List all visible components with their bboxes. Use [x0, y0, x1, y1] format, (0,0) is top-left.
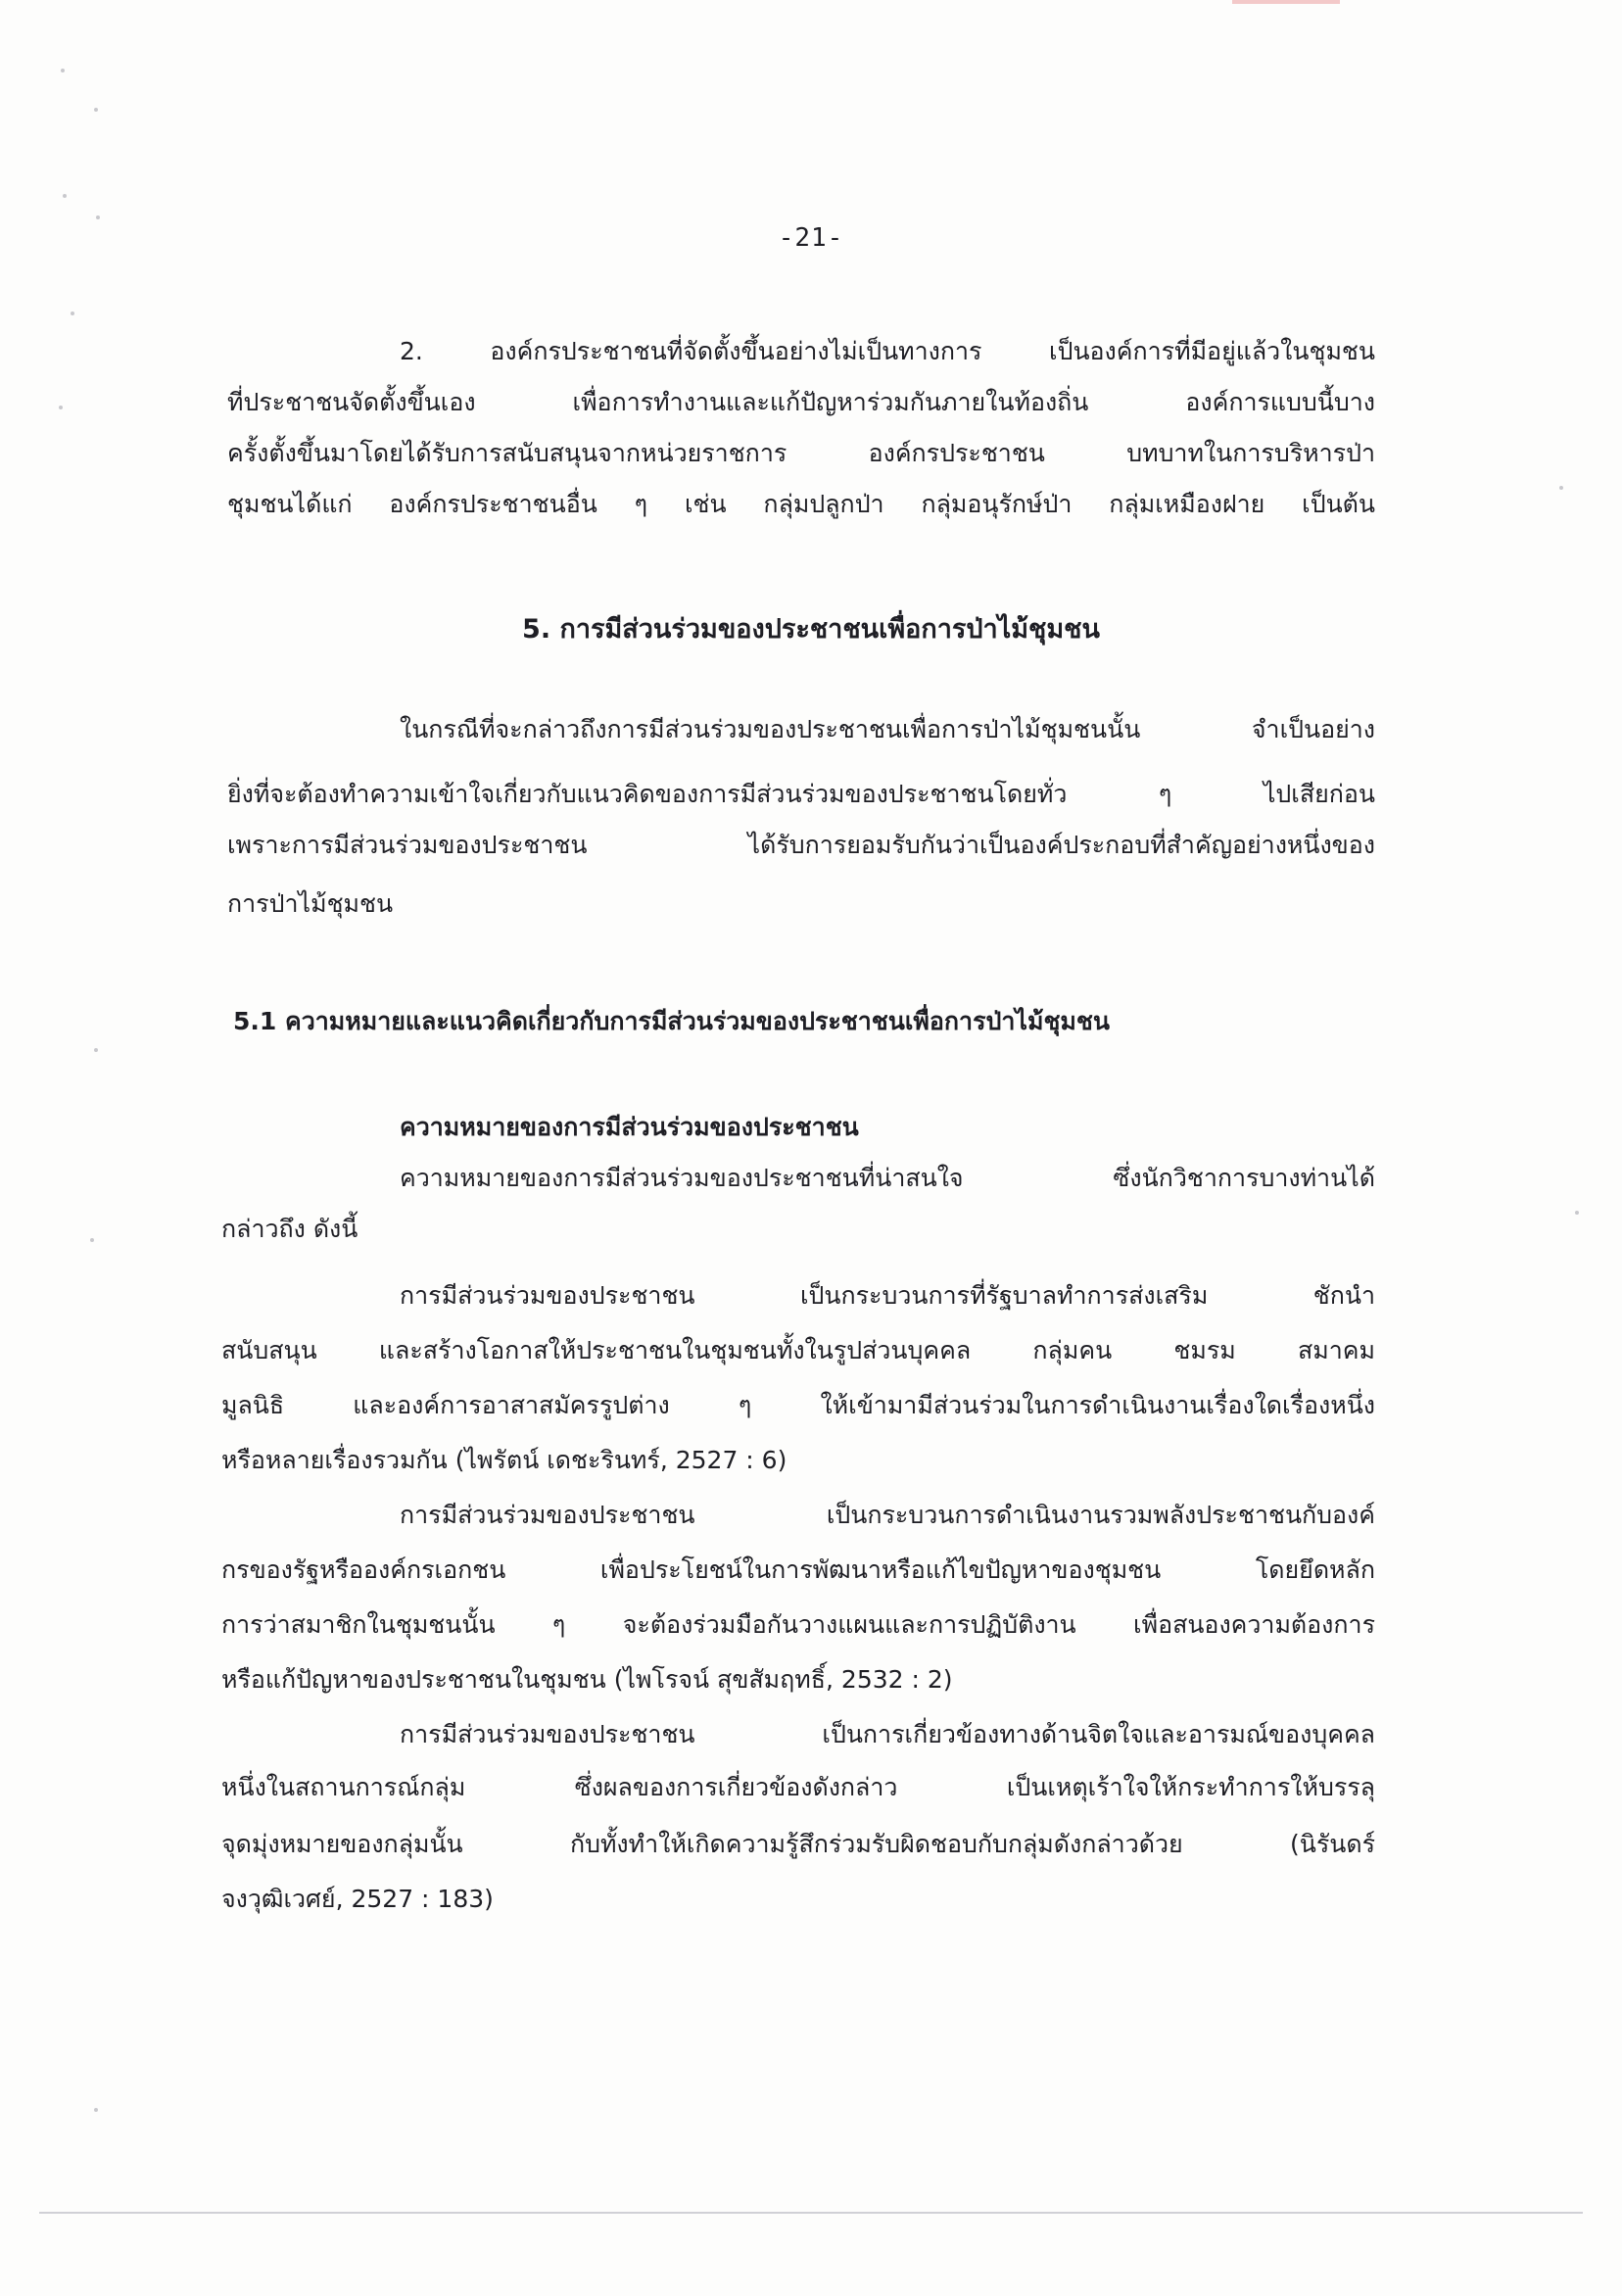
margin-speck [71, 311, 74, 315]
margin-speck [1559, 486, 1563, 490]
margin-speck [94, 2108, 98, 2112]
paragraph-line: กล่าวถึง ดังนี้ [221, 1215, 358, 1243]
paragraph-line: หรือหลายเรื่องรวมกัน (ไพรัตน์ เดชะรินทร์, 2527 : 6) [221, 1446, 787, 1474]
paragraph-line: จุดมุ่งหมายของกลุ่มนั้น กับทั้งทำให้เกิดความรู้สึกร่วมรับผิดชอบกับกลุ่มดังกล่าวด้วย (นิรันดร์ [221, 1830, 1375, 1858]
paragraph-line: ยิ่งที่จะต้องทำความเข้าใจเกี่ยวกับแนวคิดของการมีส่วนร่วมของประชาชนโดยทั่ว ๆ ไปเสียก่อน [227, 780, 1375, 808]
margin-speck [59, 406, 63, 409]
paragraph-line: ความหมายของการมีส่วนร่วมของประชาชนที่น่าสนใจ ซึ่งนักวิชาการบางท่านได้ [400, 1164, 1375, 1192]
paragraph-line: กรของรัฐหรือองค์กรเอกชน เพื่อประโยชน์ในการพัฒนาหรือแก้ไขปัญหาของชุมชน โดยยึดหลัก [221, 1555, 1375, 1584]
paragraph-line: สนับสนุน และสร้างโอกาสให้ประชาชนในชุมชนทั้งในรูปส่วนบุคคล กลุ่มคน ชมรม สมาคม [221, 1336, 1375, 1364]
scan-edge-mark [1232, 0, 1340, 4]
paragraph-line: มูลนิธิ และองค์การอาสาสมัครรูปต่าง ๆ ให้เข้ามามีส่วนร่วมในการดำเนินงานเรื่องใดเรื่องหนึ่ง [221, 1391, 1375, 1419]
paragraph-line: การว่าสมาชิกในชุมชนนั้น ๆ จะต้องร่วมมือกันวางแผนและการปฏิบัติงาน เพื่อสนองความต้องการ [221, 1610, 1375, 1639]
margin-speck [1575, 1211, 1579, 1215]
paragraph-line: ที่ประชาชนจัดตั้งขึ้นเอง เพื่อการทำงานและแก้ปัญหาร่วมกันภายในท้องถิ่น องค์การแบบนี้บาง [227, 388, 1375, 416]
paragraph-line: ครั้งตั้งขึ้นมาโดยได้รับการสนับสนุนจากหน่วยราชการ องค์กรประชาชน บทบาทในการบริหารป่า [227, 439, 1375, 467]
section-5-1-heading: 5.1 ความหมายและแนวคิดเกี่ยวกับการมีส่วนร่วมของประชาชนเพื่อการป่าไม้ชุมชน [233, 1007, 1110, 1035]
paragraph-line: ในกรณีที่จะกล่าวถึงการมีส่วนร่วมของประชาชนเพื่อการป่าไม้ชุมชนนั้น จำเป็นอย่าง [400, 715, 1375, 743]
page-number: -21- [778, 223, 844, 253]
paragraph-line: การป่าไม้ชุมชน [227, 889, 394, 918]
margin-speck [96, 215, 100, 219]
margin-speck [63, 194, 67, 198]
paragraph-line: การมีส่วนร่วมของประชาชน เป็นกระบวนการที่รัฐบาลทำการส่งเสริม ชักนำ [400, 1281, 1375, 1310]
paragraph-line: หนึ่งในสถานการณ์กลุ่ม ซึ่งผลของการเกี่ยวข้องดังกล่าว เป็นเหตุเร้าใจให้กระทำการให้บรรลุ [221, 1773, 1375, 1801]
paragraph-line: การมีส่วนร่วมของประชาชน เป็นกระบวนการดำเนินงานรวมพลังประชาชนกับองค์ [400, 1501, 1375, 1529]
margin-speck [94, 108, 98, 112]
paragraph-line: จงวุฒิเวศย์, 2527 : 183) [221, 1885, 494, 1913]
paragraph-line: 2. องค์กรประชาชนที่จัดตั้งขึ้นอย่างไม่เป็นทางการ เป็นองค์การที่มีอยู่แล้วในชุมชน [400, 337, 1375, 365]
meaning-heading: ความหมายของการมีส่วนร่วมของประชาชน [400, 1113, 859, 1141]
section-5-heading: 5. การมีส่วนร่วมของประชาชนเพื่อการป่าไม้ชุมชน [522, 614, 1100, 645]
margin-speck [61, 69, 65, 72]
paragraph-line: เพราะการมีส่วนร่วมของประชาชน ได้รับการยอมรับกันว่าเป็นองค์ประกอบที่สำคัญอย่างหนึ่งของ [227, 831, 1375, 859]
paragraph-line: หรือแก้ปัญหาของประชาชนในชุมชน (ไพโรจน์ สุขสัมฤทธิ์, 2532 : 2) [221, 1665, 953, 1694]
paragraph-line: ชุมชนได้แก่ องค์กรประชาชนอื่น ๆ เช่น กลุ่มปลูกป่า กลุ่มอนุรักษ์ป่า กลุ่มเหมืองฝาย เป็นต้น [227, 490, 1375, 518]
margin-speck [90, 1238, 94, 1242]
margin-speck [94, 1048, 98, 1052]
footer-rule [39, 2212, 1583, 2214]
paragraph-line: การมีส่วนร่วมของประชาชน เป็นการเกี่ยวข้องทางด้านจิตใจและอารมณ์ของบุคคล [400, 1720, 1375, 1748]
